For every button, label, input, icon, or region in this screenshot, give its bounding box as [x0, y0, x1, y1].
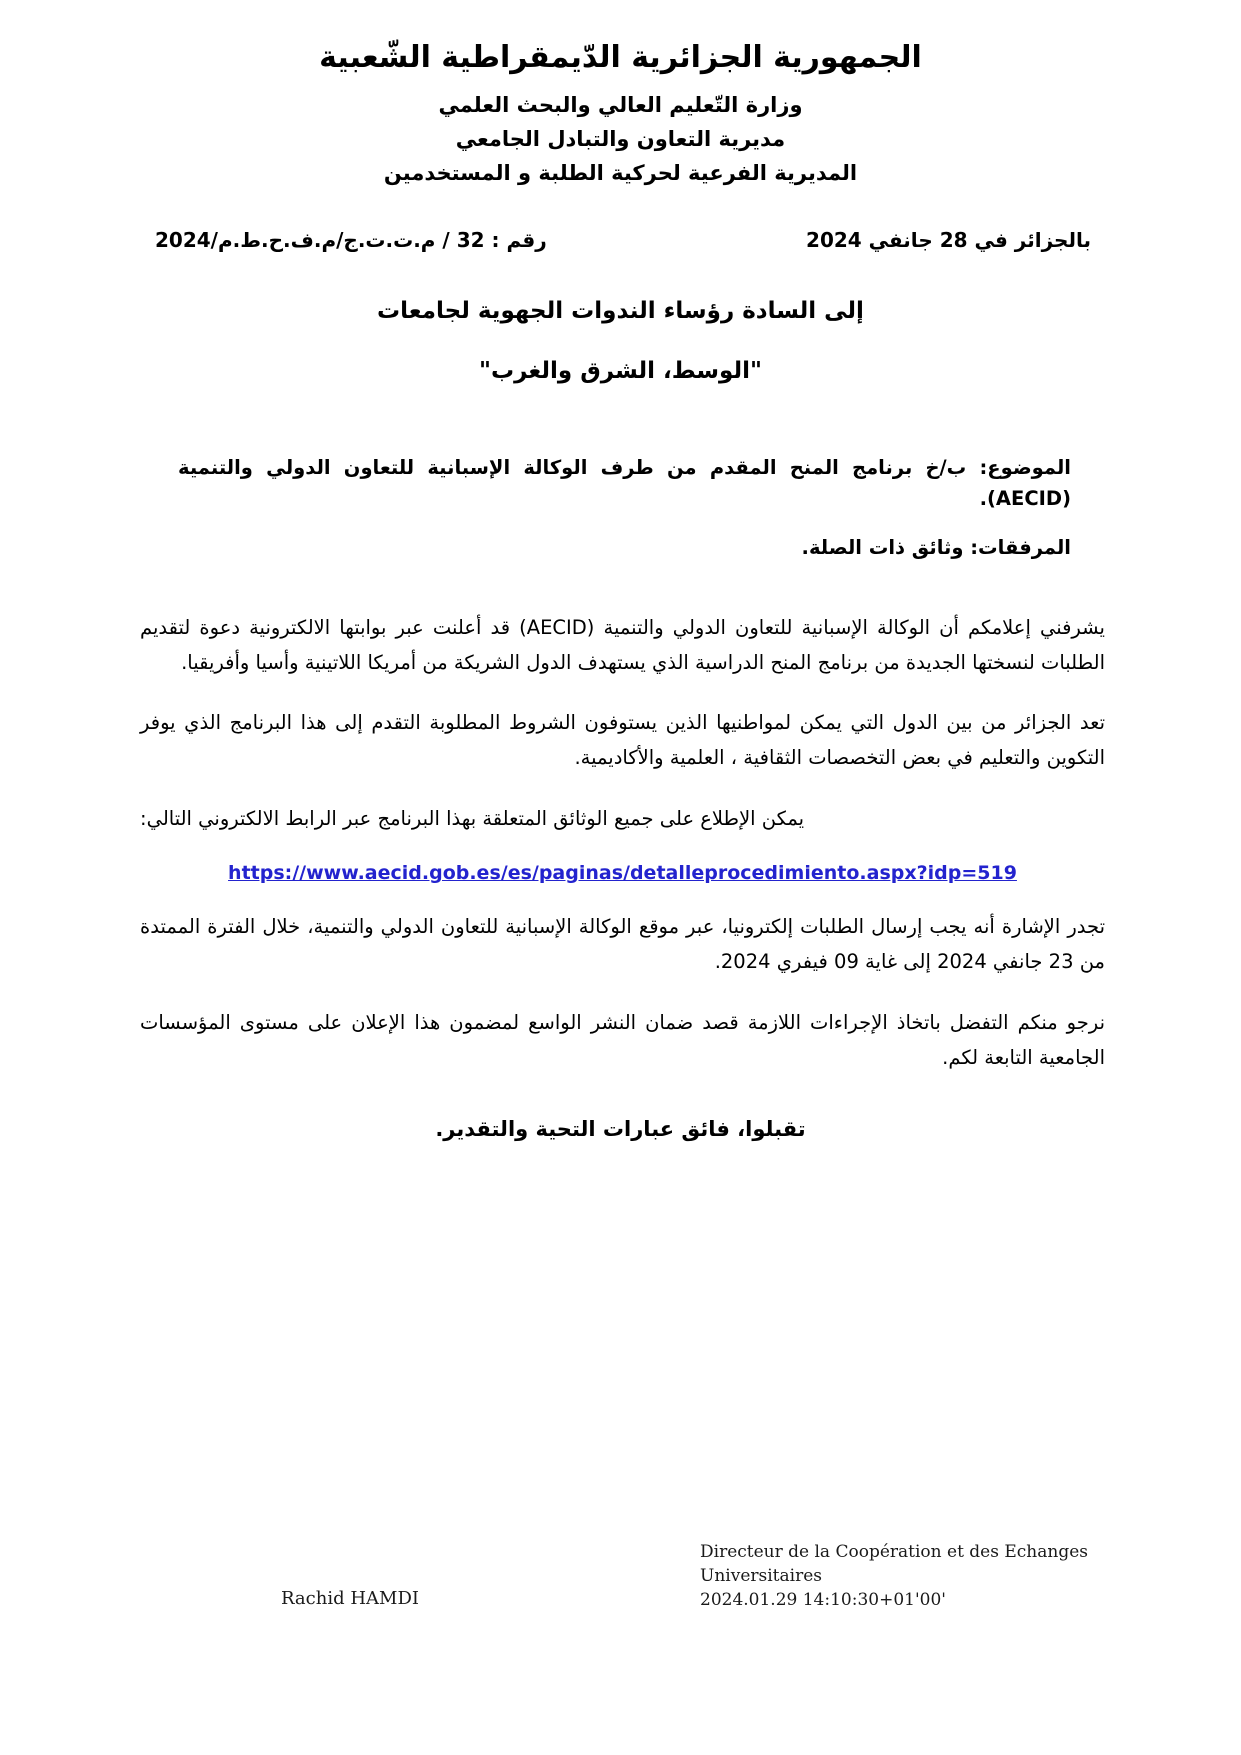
recipient-line-regions: "الوسط، الشرق والغرب": [479, 357, 762, 384]
place-and-date: بالجزائر في 28 جانفي 2024: [806, 227, 1091, 252]
republic-title: الجمهورية الجزائرية الدّيمقراطية الشّعبية: [319, 40, 922, 75]
signature-block: [0, 1540, 1241, 1612]
signatory-title-line-2: Universitaires: [700, 1566, 822, 1587]
recipient-line-primary: إلى السادة رؤساء الندوات الجهوية لجامعات: [377, 297, 864, 324]
body-paragraph-5: نرجو منكم التفضل باتخاذ الإجراءات اللازمة قصد ضمان النشر الواسع لمضمون هذا الإعلان على مستوى المؤسسات الجامعية التابعة لكم.: [140, 1010, 1105, 1069]
document-header: [0, 0, 1241, 190]
aecid-program-link[interactable]: https://www.aecid.gob.es/es/paginas/detalleprocedimiento.aspx?idp=519: [228, 862, 1017, 885]
body-paragraph-1: يشرفني إعلامكم أن الوكالة الإسبانية للتعاون الدولي والتنمية (AECID) قد أعلنت عبر بوابتها الالكترونية دعوة لتقديم الطلبات لنسختها الجديدة من برنامج المنح الدراسية الذي يستهدف الدول الشريكة من أمريكا اللاتينية وأسيا وأفريقيا.: [140, 615, 1105, 674]
ministry-block: [0, 88, 1241, 190]
document-body: [0, 611, 1241, 1075]
reference-number: رقم : 32 / م.ت.ت.ج/م.ف.ح.ط.م/2024: [155, 227, 547, 252]
reference-date-row: [0, 228, 1241, 252]
body-paragraph-2: تعد الجزائر من بين الدول التي يمكن لمواطنيها الذين يستوفون الشروط المطلوبة التقدم إلى هذا البرنامج الذي يوفر التكوين والتعليم في بعض التخصصات الثقافية ، العلمية والأكاديمية.: [140, 711, 1105, 770]
signature-meta: [700, 1540, 1088, 1612]
attachments-line: المرفقات: وثائق ذات الصلة.: [801, 535, 1071, 559]
signatory-title-line-1: Directeur de la Coopération et des Echanges: [700, 1542, 1089, 1562]
body-paragraph-4: تجدر الإشارة أنه يجب إرسال الطلبات إلكترونيا، عبر موقع الوكالة الإسبانية للتعاون الدولي والتنمية، خلال الفترة الممتدة من 23 جانفي 2024 إلى غاية 09 فيفري 2024.: [140, 915, 1105, 974]
recipients-block: [0, 298, 1241, 384]
signatory-name: Rachid HAMDI: [280, 1588, 420, 1609]
link-line: [140, 862, 1105, 884]
ministry-line: وزارة التّعليم العالي والبحث العلمي: [438, 92, 803, 117]
closing-salutation: تقبلوا، فائق عبارات التحية والتقدير.: [435, 1117, 806, 1142]
subject-line: الموضوع: ب/خ برنامج المنح المقدم من طرف الوكالة الإسبانية للتعاون الدولي والتنمية (AECID).: [178, 455, 1071, 510]
body-paragraph-3: يمكن الإطلاع على جميع الوثائق المتعلقة بهذا البرنامج عبر الرابط الالكتروني التالي:: [140, 806, 805, 830]
subdirectorate-line: المديرية الفرعية لحركية الطلبة و المستخدمين: [383, 160, 858, 185]
subject-block: [0, 452, 1241, 559]
signature-timestamp: 2024.01.29 14:10:30+01'00': [700, 1590, 946, 1611]
directorate-line: مديرية التعاون والتبادل الجامعي: [455, 126, 786, 151]
